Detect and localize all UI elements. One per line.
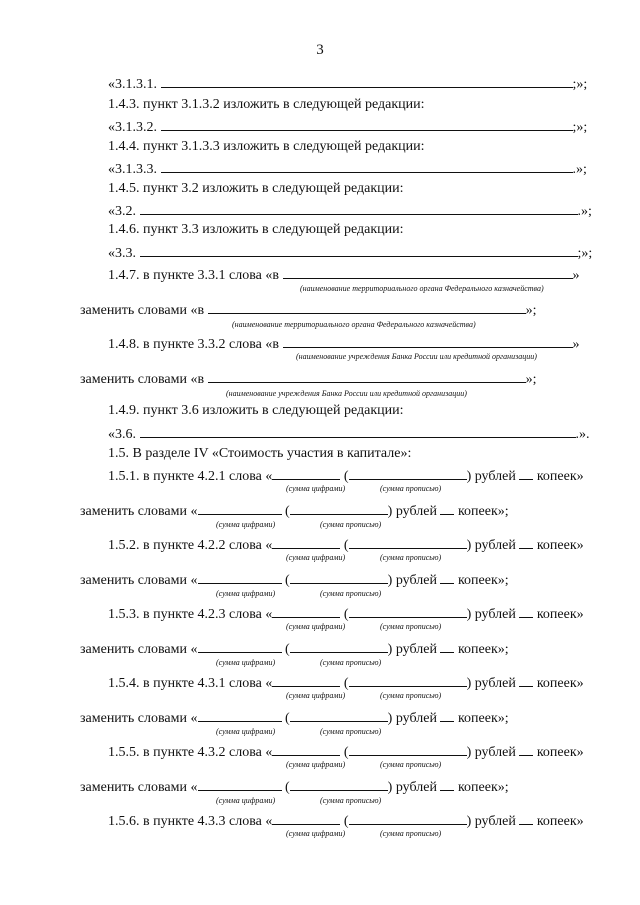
sum-words-blank[interactable] xyxy=(349,673,467,687)
clause-label: «3.2. xyxy=(108,204,136,219)
sum-digits-blank[interactable] xyxy=(198,501,282,515)
blank-line[interactable] xyxy=(283,334,573,348)
clause-1-4-7 xyxy=(108,265,580,284)
open-paren: ( xyxy=(285,642,290,657)
clause-end: » xyxy=(572,337,580,352)
open-paren: ( xyxy=(343,814,349,829)
sum-digits-blank[interactable] xyxy=(272,466,340,480)
sum-words-blank[interactable] xyxy=(349,604,467,618)
note-words: (сумма прописью) xyxy=(320,520,382,529)
blank-line[interactable] xyxy=(161,74,573,88)
money-clause-3 xyxy=(108,604,584,623)
blank-line[interactable] xyxy=(283,265,573,279)
note-digits: (сумма цифрами) xyxy=(216,727,276,736)
clause-label: «3.3. xyxy=(108,246,136,261)
clause-label: 1.4.8. в пункте 3.3.2 слова «в xyxy=(108,337,279,352)
note-digits: (сумма цифрами) xyxy=(216,589,276,598)
kopeks-label: копеек»; xyxy=(457,573,509,588)
sum-digits-blank[interactable] xyxy=(272,535,340,549)
clause-end: » xyxy=(572,268,580,283)
money-clause-replace-2 xyxy=(80,570,509,589)
note-digits: (сумма цифрами) xyxy=(286,553,346,562)
kopeks-blank[interactable] xyxy=(440,708,454,722)
clause-1-4-6: 1.4.6. пункт 3.3 изложить в следующей редакции: xyxy=(108,222,404,237)
blank-line[interactable] xyxy=(140,201,578,215)
note-treasury: (наименование территориального органа Федерального казначейства) xyxy=(300,284,544,293)
sum-words-blank[interactable] xyxy=(349,466,467,480)
note-words: (сумма прописью) xyxy=(320,796,382,805)
clause-end: ;»; xyxy=(577,246,593,261)
note-digits: (сумма цифрами) xyxy=(286,691,346,700)
kopeks-blank[interactable] xyxy=(519,742,533,756)
replace-label: заменить словами « xyxy=(80,642,198,657)
money-clause-6 xyxy=(108,811,584,830)
kopeks-blank[interactable] xyxy=(519,535,533,549)
kopeks-label: копеек» xyxy=(536,814,584,829)
open-paren: ( xyxy=(343,676,349,691)
blank-line[interactable] xyxy=(208,369,526,383)
note-digits: (сумма цифрами) xyxy=(216,796,276,805)
kopeks-blank[interactable] xyxy=(440,777,454,791)
clause-label: 1.4.7. в пункте 3.3.1 слова «в xyxy=(108,268,279,283)
sum-digits-blank[interactable] xyxy=(198,708,282,722)
kopeks-label: копеек» xyxy=(536,676,584,691)
open-paren: ( xyxy=(343,469,349,484)
clause-end: .»; xyxy=(577,204,592,219)
sum-digits-blank[interactable] xyxy=(198,777,282,791)
open-paren: ( xyxy=(285,573,290,588)
clause-3-1-3-2 xyxy=(108,117,587,136)
kopeks-label: копеек» xyxy=(536,469,584,484)
clause-3-2 xyxy=(108,201,592,220)
sum-digits-blank[interactable] xyxy=(272,673,340,687)
rubles-label: ) рублей xyxy=(466,814,516,829)
money-clause-replace-4 xyxy=(80,708,509,727)
kopeks-label: копеек»; xyxy=(457,642,509,657)
note-bank: (наименование учреждения Банка России или кредитной организации) xyxy=(296,352,537,361)
open-paren: ( xyxy=(285,504,290,519)
clause-label: заменить словами «в xyxy=(80,372,205,387)
clause-3-6 xyxy=(108,424,590,443)
note-digits: (сумма цифрами) xyxy=(216,658,276,667)
clause-end: ;»; xyxy=(572,120,588,135)
money-clause-1 xyxy=(108,466,584,485)
clause-label: 1.5.4. в пункте 4.3.1 слова « xyxy=(108,676,273,691)
clause-end: ;»; xyxy=(572,77,588,92)
sum-words-blank[interactable] xyxy=(290,501,388,515)
clause-label: «3.1.3.3. xyxy=(108,162,157,177)
clause-1-4-7-replace xyxy=(80,300,537,319)
clause-label: 1.5.6. в пункте 4.3.3 слова « xyxy=(108,814,273,829)
replace-label: заменить словами « xyxy=(80,504,198,519)
rubles-label: ) рублей xyxy=(466,676,516,691)
blank-line[interactable] xyxy=(161,117,573,131)
money-clause-replace-1 xyxy=(80,501,509,520)
kopeks-label: копеек» xyxy=(536,538,584,553)
clause-1-4-5: 1.4.5. пункт 3.2 изложить в следующей редакции: xyxy=(108,181,404,196)
rubles-label: ) рублей xyxy=(387,780,437,795)
clause-1-4-3: 1.4.3. пункт 3.1.3.2 изложить в следующей редакции: xyxy=(108,97,425,112)
sum-digits-blank[interactable] xyxy=(272,604,340,618)
rubles-label: ) рублей xyxy=(466,607,516,622)
note-words: (сумма прописью) xyxy=(320,589,382,598)
sum-words-blank[interactable] xyxy=(349,535,467,549)
clause-1-4-9: 1.4.9. пункт 3.6 изложить в следующей редакции: xyxy=(108,403,404,418)
note-words: (сумма прописью) xyxy=(380,829,442,838)
kopeks-blank[interactable] xyxy=(440,570,454,584)
note-words: (сумма прописью) xyxy=(380,622,442,631)
open-paren: ( xyxy=(285,780,290,795)
note-words: (сумма прописью) xyxy=(380,691,442,700)
money-clause-replace-3 xyxy=(80,639,509,658)
clause-1-4-8-replace xyxy=(80,369,537,388)
sum-digits-blank[interactable] xyxy=(272,742,340,756)
money-clause-5 xyxy=(108,742,584,761)
open-paren: ( xyxy=(343,607,349,622)
sum-digits-blank[interactable] xyxy=(198,639,282,653)
blank-line[interactable] xyxy=(161,159,573,173)
open-paren: ( xyxy=(343,538,349,553)
kopeks-blank[interactable] xyxy=(440,501,454,515)
note-digits: (сумма цифрами) xyxy=(286,760,346,769)
sum-words-blank[interactable] xyxy=(290,777,388,791)
note-digits: (сумма цифрами) xyxy=(216,520,276,529)
open-paren: ( xyxy=(343,745,349,760)
kopeks-label: копеек» xyxy=(536,607,584,622)
note-digits: (сумма цифрами) xyxy=(286,829,346,838)
kopeks-blank[interactable] xyxy=(519,811,533,825)
rubles-label: ) рублей xyxy=(466,745,516,760)
clause-3-1-3-1 xyxy=(108,74,587,93)
kopeks-blank[interactable] xyxy=(519,673,533,687)
sum-digits-blank[interactable] xyxy=(272,811,340,825)
kopeks-blank[interactable] xyxy=(519,604,533,618)
clause-end: .». xyxy=(575,427,590,442)
kopeks-blank[interactable] xyxy=(440,639,454,653)
money-clause-4 xyxy=(108,673,584,692)
sum-digits-blank[interactable] xyxy=(198,570,282,584)
clause-label: 1.5.2. в пункте 4.2.2 слова « xyxy=(108,538,273,553)
clause-3-1-3-3 xyxy=(108,159,587,178)
kopeks-label: копеек»; xyxy=(457,711,509,726)
note-words: (сумма прописью) xyxy=(380,553,442,562)
sum-words-blank[interactable] xyxy=(349,811,467,825)
replace-label: заменить словами « xyxy=(80,711,198,726)
rubles-label: ) рублей xyxy=(387,642,437,657)
note-treasury-replace: (наименование территориального органа Федерального казначейства) xyxy=(232,320,476,329)
note-words: (сумма прописью) xyxy=(380,760,442,769)
kopeks-blank[interactable] xyxy=(519,466,533,480)
note-bank-replace: (наименование учреждения Банка России или кредитной организации) xyxy=(226,389,467,398)
clause-1-4-8 xyxy=(108,334,580,353)
rubles-label: ) рублей xyxy=(387,573,437,588)
blank-line[interactable] xyxy=(208,300,526,314)
clause-label: 1.5.1. в пункте 4.2.1 слова « xyxy=(108,469,273,484)
clause-label: «3.1.3.2. xyxy=(108,120,157,135)
clause-1-5: 1.5. В разделе IV «Стоимость участия в капитале»: xyxy=(108,446,412,461)
kopeks-label: копеек» xyxy=(536,745,584,760)
clause-label: «3.6. xyxy=(108,427,136,442)
replace-label: заменить словами « xyxy=(80,573,198,588)
note-words: (сумма прописью) xyxy=(320,658,382,667)
money-clause-2 xyxy=(108,535,584,554)
page-number: 3 xyxy=(316,42,324,58)
note-words: (сумма прописью) xyxy=(320,727,382,736)
clause-end: »; xyxy=(525,372,537,387)
sum-words-blank[interactable] xyxy=(290,708,388,722)
note-digits: (сумма цифрами) xyxy=(286,484,346,493)
sum-words-blank[interactable] xyxy=(349,742,467,756)
clause-label: 1.5.3. в пункте 4.2.3 слова « xyxy=(108,607,273,622)
rubles-label: ) рублей xyxy=(466,538,516,553)
rubles-label: ) рублей xyxy=(387,711,437,726)
clause-label: «3.1.3.1. xyxy=(108,77,157,92)
kopeks-label: копеек»; xyxy=(457,504,509,519)
clause-1-4-4: 1.4.4. пункт 3.1.3.3 изложить в следующей редакции: xyxy=(108,139,425,154)
sum-words-blank[interactable] xyxy=(290,570,388,584)
clause-end: .»; xyxy=(572,162,587,177)
money-clause-replace-5 xyxy=(80,777,509,796)
sum-words-blank[interactable] xyxy=(290,639,388,653)
kopeks-label: копеек»; xyxy=(457,780,509,795)
blank-line[interactable] xyxy=(140,424,576,438)
clause-end: »; xyxy=(525,303,537,318)
note-digits: (сумма цифрами) xyxy=(286,622,346,631)
replace-label: заменить словами « xyxy=(80,780,198,795)
rubles-label: ) рублей xyxy=(387,504,437,519)
open-paren: ( xyxy=(285,711,290,726)
note-words: (сумма прописью) xyxy=(380,484,442,493)
clause-label: заменить словами «в xyxy=(80,303,205,318)
clause-3-3 xyxy=(108,243,592,262)
clause-label: 1.5.5. в пункте 4.3.2 слова « xyxy=(108,745,273,760)
rubles-label: ) рублей xyxy=(466,469,516,484)
blank-line[interactable] xyxy=(140,243,578,257)
